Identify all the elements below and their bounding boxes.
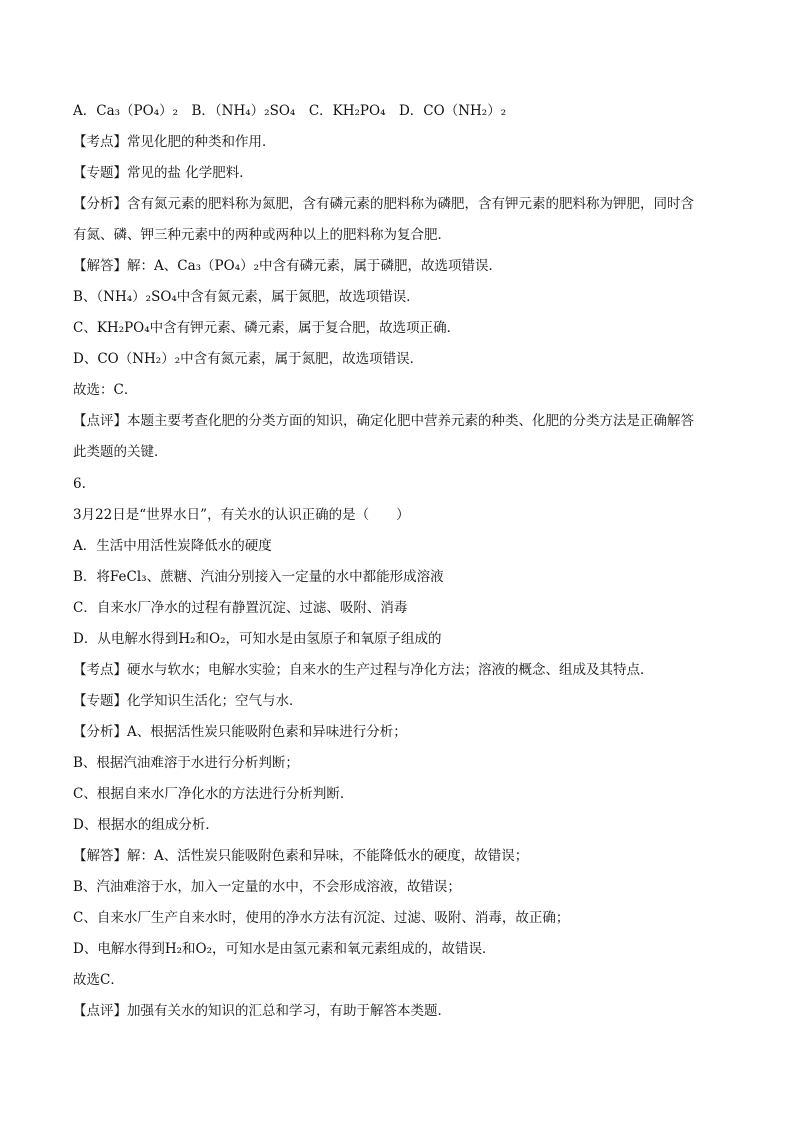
q5-fenxi-line-2: 有氮、磷、钾三种元素中的两种或两种以上的肥料称为复合肥． [73, 227, 451, 243]
q6-option-c: C．自来水厂净水的过程有静置沉淀、过滤、吸附、消毒 [73, 600, 408, 616]
q6-jieda-line-3: C、自来水厂生产自来水时，使用的净水方法有沉淀、过滤、吸附、消毒，故正确； [73, 910, 570, 926]
q5-jieda-line-2: B、（NH₄）₂SO₄中含有氮元素，属于氮肥，故选项错误． [73, 289, 420, 305]
q5-dianping-line-1: 【点评】本题主要考查化肥的分类方面的知识，确定化肥中营养元素的种类、化肥的分类方法是正确解答 [73, 413, 694, 429]
q6-kaodian: 【考点】硬水与软水；电解水实验；自来水的生产过程与净化方法；溶液的概念、组成及其特点． [73, 662, 654, 678]
q6-fenxi-line-1: 【分析】A、根据活性炭只能吸附色素和异味进行分析； [73, 724, 407, 740]
q5-jieda-line-4: D、CO（NH₂）₂中含有氮元素，属于氮肥，故选项错误． [73, 351, 424, 367]
q6-option-b: B．将FeCl₃、蔗糖、汽油分别接入一定量的水中都能形成溶液 [73, 569, 444, 585]
q5-jieda-line-3: C、KH₂PO₄中含有钾元素、磷元素，属于复合肥，故选项正确． [73, 320, 461, 336]
q6-option-d: D．从电解水得到H₂和O₂，可知水是由氢原子和氧原子组成的 [73, 631, 442, 647]
q6-jieda-line-2: B、汽油难溶于水，加入一定量的水中，不会形成溶液，故错误； [73, 879, 461, 895]
q5-dianping-line-2: 此类题的关键． [73, 444, 168, 460]
q6-stem: 3月22日是“世界水日”，有关水的认识正确的是（ ） [73, 507, 410, 523]
q6-jieda-line-4: D、电解水得到H₂和O₂，可知水是由氢元素和氧元素组成的，故错误． [73, 941, 496, 957]
q6-number: 6. [73, 476, 86, 492]
q6-answer: 故选C． [73, 972, 124, 988]
q5-zhuanti: 【专题】常见的盐 化学肥料． [73, 165, 253, 181]
q6-fenxi-line-3: C、根据自来水厂净化水的方法进行分析判断． [73, 786, 354, 802]
q5-options: A．Ca₃（PO₄）₂ B．（NH₄）₂SO₄ C．KH₂PO₄ D．CO（NH₂）₂ [73, 103, 507, 119]
q5-kaodian: 【考点】常见化肥的种类和作用． [73, 134, 276, 150]
q6-option-a: A．生活中用活性炭降低水的硬度 [73, 538, 272, 554]
q5-fenxi-line-1: 【分析】含有氮元素的肥料称为氮肥，含有磷元素的肥料称为磷肥，含有钾元素的肥料称为钾肥，同时含 [73, 196, 694, 212]
q5-answer: 故选：C． [73, 382, 138, 398]
q5-jieda-line-1: 【解答】解：A、Ca₃（PO₄）₂中含有磷元素，属于磷肥，故选项错误． [73, 258, 503, 274]
q6-zhuanti: 【专题】化学知识生活化；空气与水． [73, 693, 303, 709]
q6-dianping: 【点评】加强有关水的知识的汇总和学习，有助于解答本类题． [73, 1003, 451, 1019]
q6-jieda-line-1: 【解答】解：A、活性炭只能吸附色素和异味，不能降低水的硬度，故错误； [73, 848, 529, 864]
q6-fenxi-line-4: D、根据水的组成分析． [73, 817, 219, 833]
q6-fenxi-line-2: B、根据汽油难溶于水进行分析判断； [73, 755, 299, 771]
